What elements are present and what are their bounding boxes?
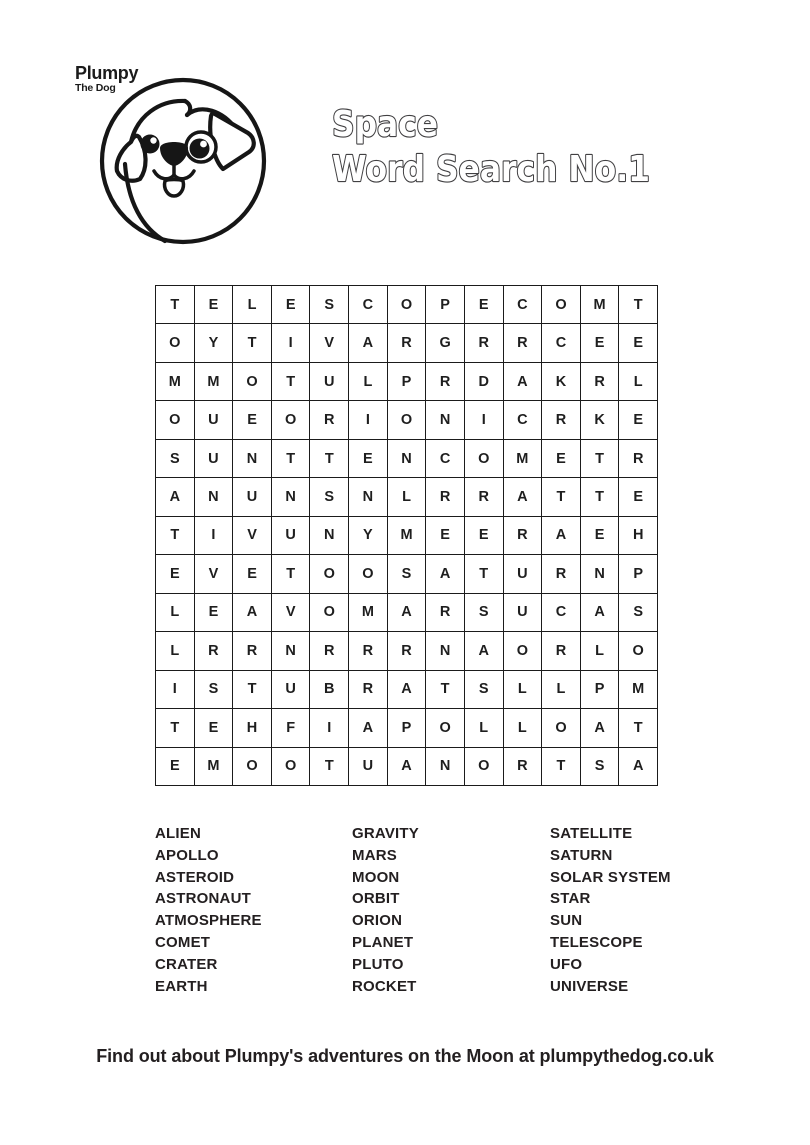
grid-cell-r11c6: R: [349, 671, 388, 709]
grid-cell-r4c11: R: [542, 401, 581, 439]
grid-cell-r8c3: E: [233, 555, 272, 593]
grid-cell-r6c1: A: [156, 478, 195, 516]
grid-cell-r8c6: O: [349, 555, 388, 593]
grid-cell-r6c4: N: [272, 478, 311, 516]
grid-cell-r11c3: T: [233, 671, 272, 709]
grid-cell-r13c7: A: [388, 748, 427, 786]
grid-cell-r9c1: L: [156, 594, 195, 632]
grid-cell-r3c3: O: [233, 363, 272, 401]
grid-cell-r11c2: S: [195, 671, 234, 709]
grid-cell-r11c7: A: [388, 671, 427, 709]
title-line-2: Word Search No.1: [332, 149, 650, 190]
grid-cell-r3c10: A: [504, 363, 543, 401]
grid-cell-r9c8: R: [426, 594, 465, 632]
word-item: ALIEN: [155, 825, 201, 842]
grid-cell-r2c8: G: [426, 324, 465, 362]
grid-cell-r10c2: R: [195, 632, 234, 670]
grid-cell-r3c6: L: [349, 363, 388, 401]
word-list-column-2: [352, 823, 547, 997]
grid-cell-r11c4: U: [272, 671, 311, 709]
grid-cell-r6c2: N: [195, 478, 234, 516]
grid-cell-r3c1: M: [156, 363, 195, 401]
grid-cell-r11c11: L: [542, 671, 581, 709]
grid-cell-r11c10: L: [504, 671, 543, 709]
word-item: PLANET: [352, 933, 414, 951]
logo-sub-text: The Dog: [75, 82, 116, 94]
grid-cell-r5c13: R: [619, 440, 658, 478]
grid-cell-r3c7: P: [388, 363, 427, 401]
word-item: UNIVERSE: [550, 977, 629, 995]
grid-cell-r3c9: D: [465, 363, 504, 401]
grid-cell-r8c10: U: [504, 555, 543, 593]
grid-cell-r4c13: E: [619, 401, 658, 439]
grid-cell-r12c6: A: [349, 709, 388, 747]
grid-cell-r11c1: I: [156, 671, 195, 709]
grid-cell-r7c1: T: [156, 517, 195, 555]
grid-cell-r1c10: C: [504, 286, 543, 324]
grid-cell-r9c5: O: [310, 594, 349, 632]
left-eye: [141, 135, 160, 154]
grid-cell-r2c6: A: [349, 324, 388, 362]
letter-grid: [155, 285, 658, 786]
grid-cell-r5c2: U: [195, 440, 234, 478]
grid-cell-r8c8: A: [426, 555, 465, 593]
grid-cell-r4c8: N: [426, 401, 465, 439]
grid-cell-r2c4: I: [272, 324, 311, 362]
grid-cell-r4c9: I: [465, 401, 504, 439]
right-eye: [190, 139, 210, 159]
grid-cell-r4c5: R: [310, 401, 349, 439]
grid-cell-r6c5: S: [310, 478, 349, 516]
grid-cell-r4c2: U: [195, 401, 234, 439]
grid-cell-r9c6: M: [349, 594, 388, 632]
grid-cell-r5c8: C: [426, 440, 465, 478]
grid-cell-r5c10: M: [504, 440, 543, 478]
grid-cell-r2c7: R: [388, 324, 427, 362]
grid-cell-r6c6: N: [349, 478, 388, 516]
logo-brand-text: Plumpy: [75, 63, 139, 83]
grid-cell-r4c1: O: [156, 401, 195, 439]
grid-cell-r8c7: S: [388, 555, 427, 593]
word-item: UFO: [550, 955, 583, 973]
grid-cell-r4c3: E: [233, 401, 272, 439]
grid-cell-r3c4: T: [272, 363, 311, 401]
grid-cell-r13c2: M: [195, 748, 234, 786]
grid-cell-r2c13: E: [619, 324, 658, 362]
grid-cell-r11c8: T: [426, 671, 465, 709]
grid-cell-r1c4: E: [272, 286, 311, 324]
grid-cell-r10c8: N: [426, 632, 465, 670]
word-item: MARS: [352, 846, 397, 864]
grid-cell-r7c13: H: [619, 517, 658, 555]
word-item: APOLLO: [155, 846, 219, 864]
grid-cell-r10c11: R: [542, 632, 581, 670]
grid-cell-r13c12: S: [581, 748, 620, 786]
grid-cell-r2c3: T: [233, 324, 272, 362]
grid-cell-r1c9: E: [465, 286, 504, 324]
plumpy-dog-face-icon: [97, 70, 269, 250]
word-item: TELESCOPE: [550, 933, 643, 951]
grid-cell-r2c1: O: [156, 324, 195, 362]
grid-cell-r2c5: V: [310, 324, 349, 362]
grid-cell-r6c7: L: [388, 478, 427, 516]
word-item: ORBIT: [352, 890, 400, 908]
grid-cell-r7c2: I: [195, 517, 234, 555]
grid-cell-r7c9: E: [465, 517, 504, 555]
grid-cell-r1c2: E: [195, 286, 234, 324]
grid-cell-r7c10: R: [504, 517, 543, 555]
grid-cell-r1c7: O: [388, 286, 427, 324]
grid-cell-r12c8: O: [426, 709, 465, 747]
word-item: STAR: [550, 890, 591, 908]
word-item: SATELLITE: [550, 825, 633, 842]
grid-cell-r4c4: O: [272, 401, 311, 439]
grid-cell-r13c13: A: [619, 748, 658, 786]
word-item: SOLAR SYSTEM: [550, 868, 671, 886]
grid-cell-r1c6: C: [349, 286, 388, 324]
grid-cell-r8c9: T: [465, 555, 504, 593]
word-item: MOON: [352, 868, 400, 886]
grid-cell-r1c3: L: [233, 286, 272, 324]
grid-cell-r8c11: R: [542, 555, 581, 593]
grid-cell-r3c8: R: [426, 363, 465, 401]
grid-cell-r8c5: O: [310, 555, 349, 593]
grid-cell-r12c2: E: [195, 709, 234, 747]
grid-cell-r8c4: T: [272, 555, 311, 593]
grid-cell-r10c9: A: [465, 632, 504, 670]
word-item: SUN: [550, 912, 583, 930]
grid-cell-r12c12: A: [581, 709, 620, 747]
grid-cell-r2c2: Y: [195, 324, 234, 362]
grid-cell-r6c12: T: [581, 478, 620, 516]
grid-cell-r6c10: A: [504, 478, 543, 516]
grid-cell-r13c1: E: [156, 748, 195, 786]
grid-cell-r4c12: K: [581, 401, 620, 439]
grid-cell-r11c13: M: [619, 671, 658, 709]
grid-cell-r1c13: T: [619, 286, 658, 324]
grid-cell-r12c7: P: [388, 709, 427, 747]
grid-cell-r3c2: M: [195, 363, 234, 401]
grid-cell-r1c5: S: [310, 286, 349, 324]
grid-cell-r6c8: R: [426, 478, 465, 516]
grid-cell-r7c3: V: [233, 517, 272, 555]
grid-cell-r10c5: R: [310, 632, 349, 670]
grid-cell-r12c11: O: [542, 709, 581, 747]
grid-cell-r5c1: S: [156, 440, 195, 478]
grid-cell-r2c9: R: [465, 324, 504, 362]
grid-cell-r8c2: V: [195, 555, 234, 593]
grid-cell-r10c4: N: [272, 632, 311, 670]
grid-cell-r4c10: C: [504, 401, 543, 439]
grid-cell-r9c9: S: [465, 594, 504, 632]
word-item: ORION: [352, 912, 403, 930]
grid-cell-r6c13: E: [619, 478, 658, 516]
grid-cell-r7c4: U: [272, 517, 311, 555]
grid-cell-r1c1: T: [156, 286, 195, 324]
grid-cell-r12c10: L: [504, 709, 543, 747]
grid-cell-r9c10: U: [504, 594, 543, 632]
grid-cell-r10c3: R: [233, 632, 272, 670]
grid-cell-r7c6: Y: [349, 517, 388, 555]
grid-cell-r6c3: U: [233, 478, 272, 516]
title-line-1: Space: [332, 104, 438, 145]
grid-cell-r5c4: T: [272, 440, 311, 478]
grid-cell-r5c12: T: [581, 440, 620, 478]
grid-cell-r13c9: O: [465, 748, 504, 786]
word-list-column-3: [550, 823, 745, 997]
grid-cell-r12c5: I: [310, 709, 349, 747]
grid-cell-r13c4: O: [272, 748, 311, 786]
grid-cell-r9c13: S: [619, 594, 658, 632]
page-title: [330, 102, 682, 197]
grid-cell-r4c6: I: [349, 401, 388, 439]
word-item: ROCKET: [352, 977, 417, 995]
grid-cell-r9c2: E: [195, 594, 234, 632]
word-item: EARTH: [155, 977, 208, 995]
grid-cell-r13c10: R: [504, 748, 543, 786]
grid-cell-r2c10: R: [504, 324, 543, 362]
footer-text: Find out about Plumpy's adventures on the Moon at plumpythedog.co.uk: [96, 1046, 714, 1066]
grid-cell-r3c13: L: [619, 363, 658, 401]
grid-cell-r13c6: U: [349, 748, 388, 786]
grid-cell-r3c12: R: [581, 363, 620, 401]
grid-cell-r5c6: E: [349, 440, 388, 478]
grid-cell-r7c7: M: [388, 517, 427, 555]
word-item: COMET: [155, 933, 211, 951]
grid-cell-r10c10: O: [504, 632, 543, 670]
word-item: ATMOSPHERE: [155, 912, 262, 930]
grid-cell-r9c12: A: [581, 594, 620, 632]
grid-cell-r13c11: T: [542, 748, 581, 786]
grid-cell-r1c8: P: [426, 286, 465, 324]
grid-cell-r8c13: P: [619, 555, 658, 593]
grid-cell-r9c4: V: [272, 594, 311, 632]
word-item: ASTRONAUT: [155, 890, 251, 908]
grid-cell-r4c7: O: [388, 401, 427, 439]
grid-cell-r12c4: F: [272, 709, 311, 747]
grid-cell-r2c12: E: [581, 324, 620, 362]
grid-cell-r8c1: E: [156, 555, 195, 593]
grid-cell-r5c3: N: [233, 440, 272, 478]
grid-cell-r3c5: U: [310, 363, 349, 401]
grid-cell-r2c11: C: [542, 324, 581, 362]
grid-cell-r11c12: P: [581, 671, 620, 709]
right-ear: [210, 113, 254, 169]
grid-cell-r10c7: R: [388, 632, 427, 670]
grid-cell-r10c6: R: [349, 632, 388, 670]
grid-cell-r11c9: S: [465, 671, 504, 709]
grid-cell-r10c13: O: [619, 632, 658, 670]
grid-cell-r1c11: O: [542, 286, 581, 324]
grid-cell-r13c5: T: [310, 748, 349, 786]
grid-cell-r7c8: E: [426, 517, 465, 555]
word-item: ASTEROID: [155, 868, 235, 886]
word-item: GRAVITY: [352, 825, 419, 842]
grid-cell-r7c12: E: [581, 517, 620, 555]
grid-cell-r11c5: B: [310, 671, 349, 709]
grid-cell-r10c1: L: [156, 632, 195, 670]
grid-cell-r12c13: T: [619, 709, 658, 747]
grid-cell-r10c12: L: [581, 632, 620, 670]
grid-cell-r13c3: O: [233, 748, 272, 786]
grid-cell-r9c3: A: [233, 594, 272, 632]
grid-cell-r5c11: E: [542, 440, 581, 478]
grid-cell-r1c12: M: [581, 286, 620, 324]
nose: [160, 142, 188, 166]
grid-cell-r9c11: C: [542, 594, 581, 632]
grid-cell-r8c12: N: [581, 555, 620, 593]
word-item: CRATER: [155, 955, 218, 973]
grid-cell-r12c3: H: [233, 709, 272, 747]
grid-cell-r6c9: R: [465, 478, 504, 516]
grid-cell-r7c11: A: [542, 517, 581, 555]
grid-cell-r9c7: A: [388, 594, 427, 632]
grid-cell-r5c5: T: [310, 440, 349, 478]
grid-cell-r6c11: T: [542, 478, 581, 516]
grid-cell-r7c5: N: [310, 517, 349, 555]
word-list-column-1: [155, 823, 350, 997]
grid-cell-r12c1: T: [156, 709, 195, 747]
grid-cell-r13c8: N: [426, 748, 465, 786]
tongue: [165, 180, 184, 197]
grid-cell-r5c9: O: [465, 440, 504, 478]
grid-cell-r12c9: L: [465, 709, 504, 747]
word-item: SATURN: [550, 846, 613, 864]
grid-cell-r3c11: K: [542, 363, 581, 401]
word-item: PLUTO: [352, 955, 404, 973]
grid-cell-r5c7: N: [388, 440, 427, 478]
